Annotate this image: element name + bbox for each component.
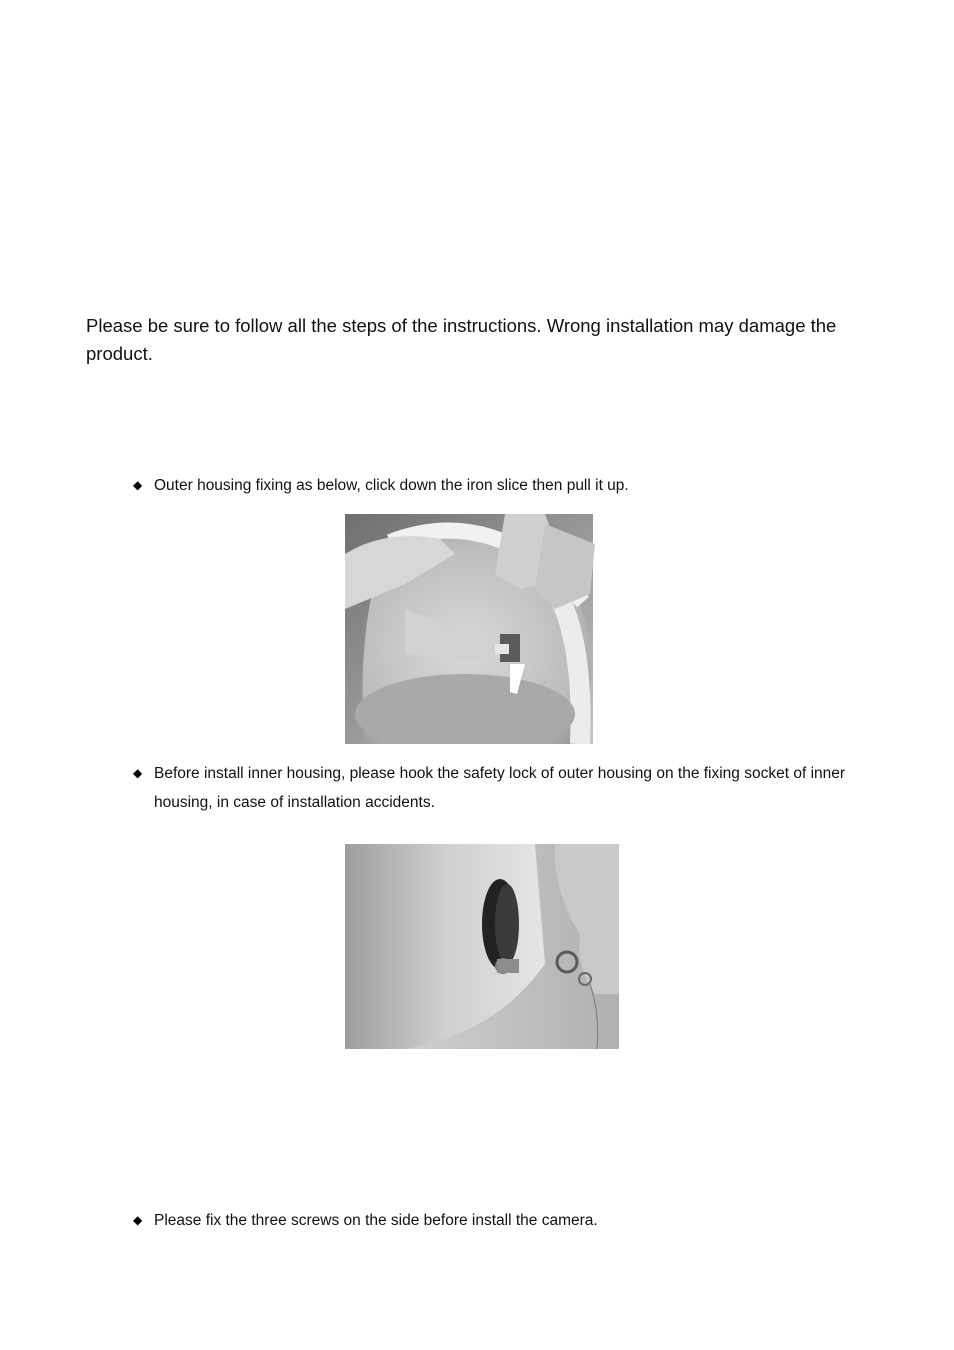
step-item-2 <box>133 759 873 817</box>
step-text-3: Please fix the three screws on the side before install the camera. <box>154 1212 598 1229</box>
step-text-2: Before install inner housing, please hook the safety lock of outer housing on the fixing socket of inner housing, in case of installation accidents. <box>154 765 846 811</box>
bullet-diamond-icon: ◆ <box>133 478 143 492</box>
bullet-diamond-icon: ◆ <box>133 1213 143 1227</box>
step-item-3 <box>133 1206 873 1235</box>
photo-outer-housing-fixing <box>345 514 619 744</box>
step-item-1 <box>133 471 873 500</box>
intro-paragraph: Please be sure to follow all the steps of the instructions. Wrong installation may damage the product. <box>86 315 837 364</box>
photo-outer-housing-illustration <box>345 514 619 744</box>
step-text-1: Outer housing fixing as below, click down the iron slice then pull it up. <box>154 477 629 494</box>
photo-safety-lock-illustration <box>345 844 619 1049</box>
photo-safety-lock-hook <box>345 844 619 1049</box>
bullet-diamond-icon: ◆ <box>133 766 143 780</box>
